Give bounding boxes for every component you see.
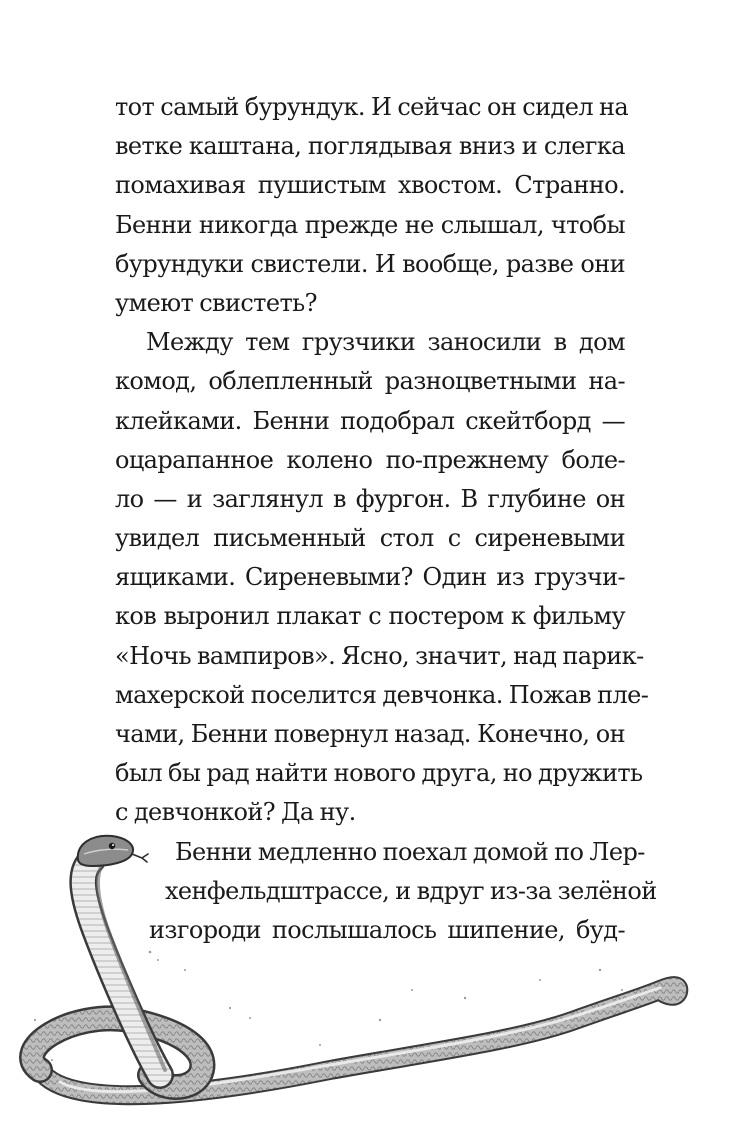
text-line: умеют свистеть? — [115, 288, 317, 317]
text-line: ветке каштана, поглядывая вниз и слегка — [115, 132, 625, 161]
text-line: клейками. Бенни подобрал скейтборд — — [115, 406, 625, 435]
text-line: Бенни медленно поехал домой по Лер- — [175, 837, 645, 866]
snake-head — [78, 836, 148, 866]
text-line: увидел письменный стол с сиреневыми — [115, 524, 625, 553]
text-line: ящиками. Сиреневыми? Один из грузчи- — [115, 563, 625, 592]
text-line: чами, Бенни повернул назад. Конечно, он — [115, 720, 625, 748]
paragraph-2 — [115, 323, 649, 832]
text-line: оцарапанное колено по-прежнему боле- — [115, 445, 625, 474]
text-line: ков выронил плакат с постером к фильму — [115, 602, 625, 631]
text-line: махерской поселится девчонка. Пожав пле- — [115, 680, 649, 709]
paragraph-1 — [115, 88, 629, 323]
text-line: ло — и заглянул в фургон. В глубине он — [115, 484, 625, 513]
snake-icon — [0, 820, 738, 1122]
text-line: с девчонкой? Да ну. — [115, 798, 356, 827]
text-line: помахивая пушистым хвостом. Странно. — [115, 171, 625, 200]
text-line: тот самый бурундук. И сейчас он сидел на — [115, 93, 629, 121]
text-line: Между тем грузчики заносили в дом — [146, 328, 625, 357]
text-line: изгороди послышалось шипение, буд- — [149, 915, 625, 944]
text-line: комод, облепленный разноцветными на- — [115, 367, 625, 396]
text-line: хенфельдштрассе, и вдруг из-за зелёной — [165, 876, 657, 905]
text-line: Бенни никогда прежде не слышал, чтобы — [115, 210, 625, 239]
text-line: бурундуки свистели. И вообще, разве они — [115, 249, 625, 278]
text-line: был бы рад найти нового друга, но дружить — [115, 759, 643, 788]
text-line: «Ночь вампиров». Ясно, значит, над парик- — [115, 641, 644, 670]
